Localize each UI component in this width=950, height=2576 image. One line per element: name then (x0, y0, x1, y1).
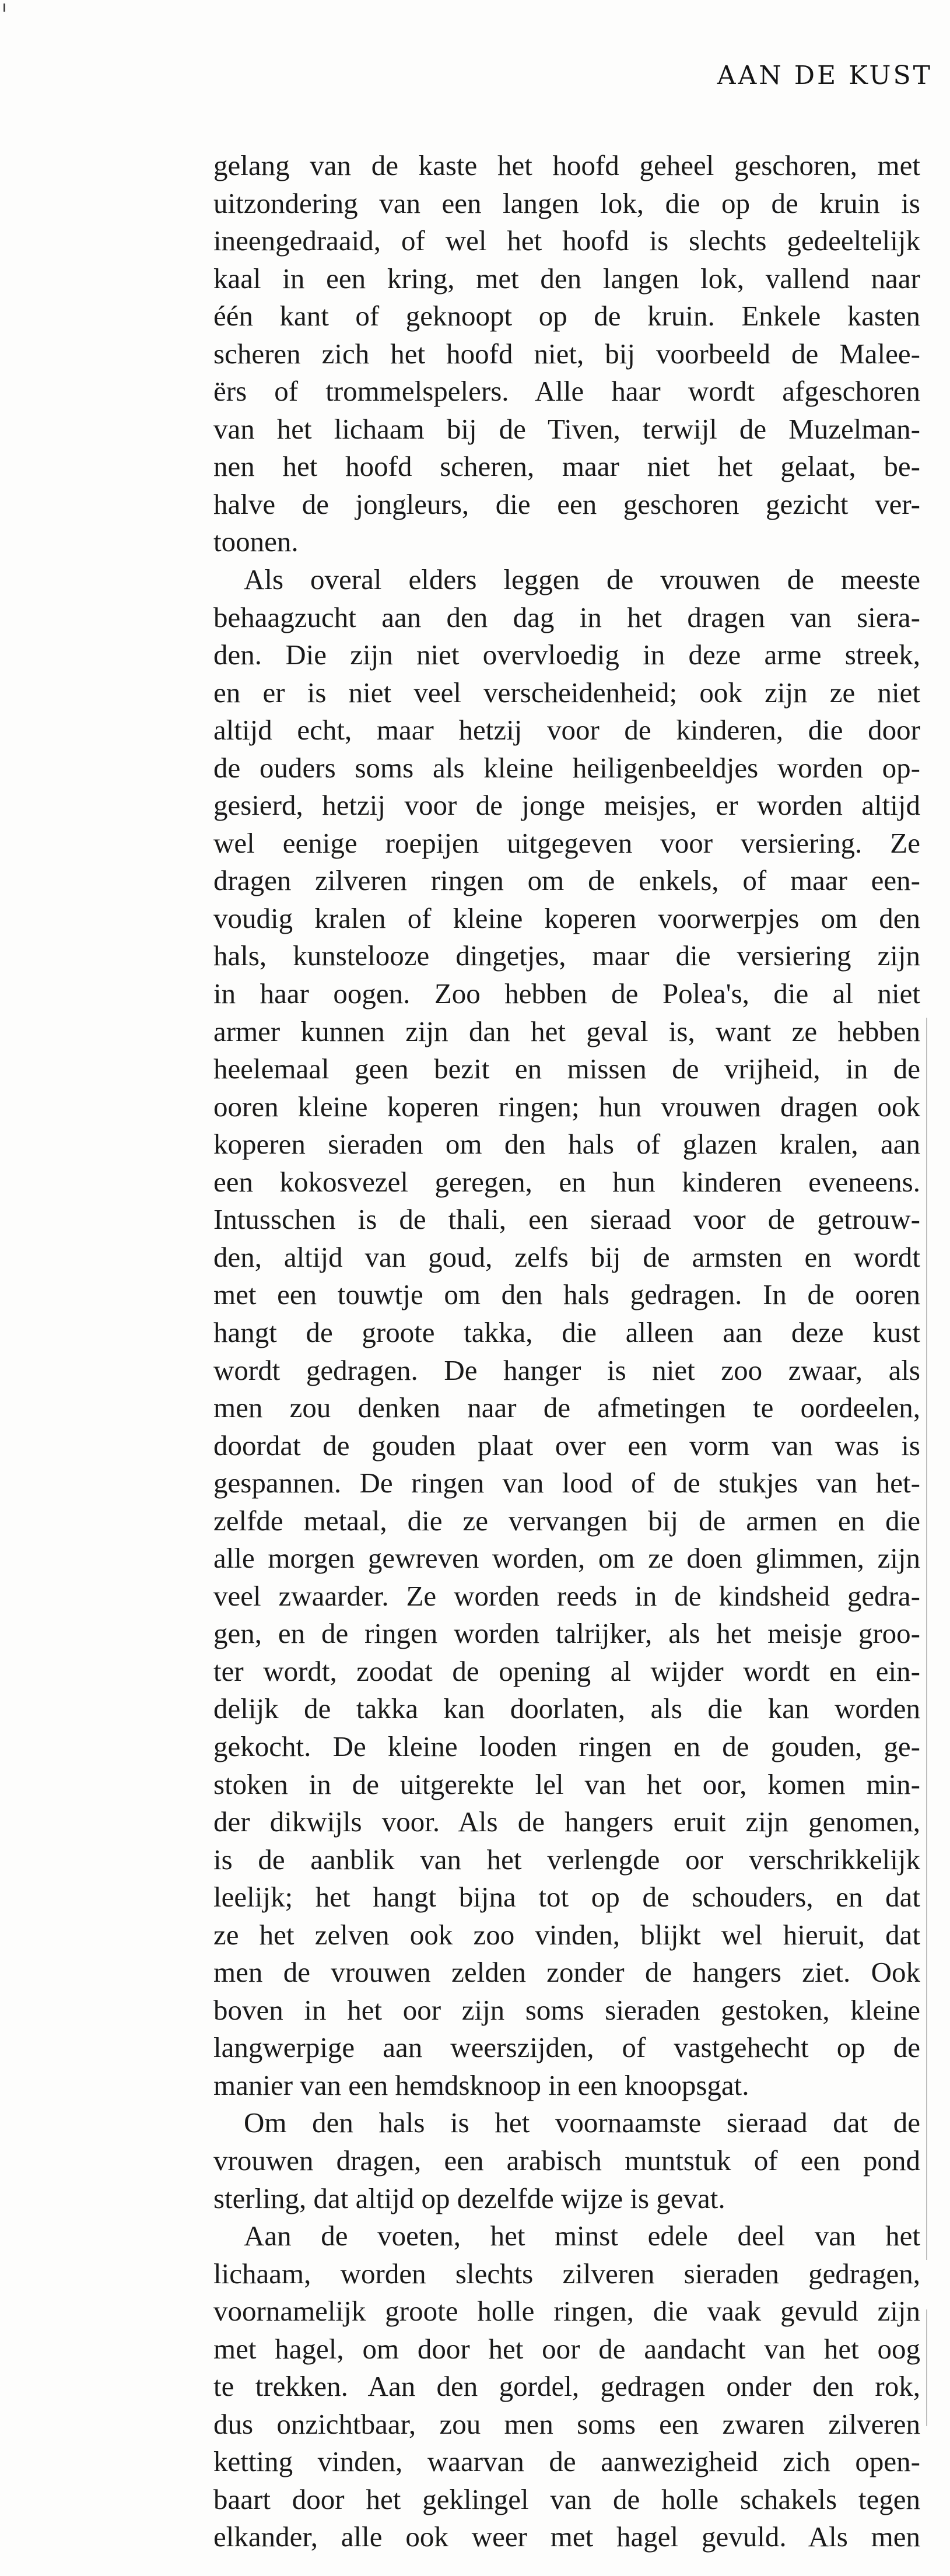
text-line: sterling, dat altijd op dezelfde wijze is gevat. (213, 2182, 725, 2214)
scan-margin-line (926, 2309, 927, 2426)
text-line: voudig kralen of kleine koperen voorwerpjes om den (213, 902, 920, 934)
text-line: één kant of geknoopt op de kruin. Enkele kasten (213, 300, 920, 332)
text-line: een kokosvezel geregen, en hun kinderen eveneens. (213, 1165, 920, 1198)
text-line: toonen. (213, 525, 299, 558)
text-line: delijk de takka kan doorlaten, als die kan worden (213, 1692, 920, 1725)
running-head: AAN DE KUST (717, 61, 933, 90)
text-line: zelfde metaal, die ze vervangen bij de armen en die (213, 1504, 920, 1537)
text-line: boven in het oor zijn soms sieraden gestoken, kleine (213, 1993, 920, 2026)
text-line: kaal in een kring, met den langen lok, vallend naar (213, 262, 920, 295)
text-line: koperen sieraden om den hals of glazen kralen, aan (213, 1128, 920, 1161)
text-line: gespannen. De ringen van lood of de stukjes van het- (213, 1467, 920, 1499)
text-line: met een touwtje om den hals gedragen. In de ooren (213, 1278, 920, 1311)
text-line: men zou denken naar de afmetingen te oordeelen, (213, 1392, 920, 1424)
text-line: met hagel, om door het oor de aandacht van het oog (213, 2332, 920, 2365)
text-line: doordat de gouden plaat over een vorm van was is (213, 1429, 920, 1462)
text-line: den. Die zijn niet overvloedig in deze arme streek, (213, 639, 920, 671)
text-line: altijd echt, maar hetzij voor de kinderen, die door (213, 714, 920, 746)
text-line: hals, kunstelooze dingetjes, maar die versiering zijn (213, 940, 920, 972)
scan-margin-line (926, 1018, 927, 2260)
text-line: behaagzucht aan den dag in het dragen van siera- (213, 601, 920, 633)
text-line: elkander, alle ook weer met hagel gevuld. Als men (213, 2521, 920, 2553)
text-line: nen het hoofd scheren, maar niet het gelaat, be- (213, 450, 920, 483)
text-line: is de aanblik van het verlengde oor verschrikkelijk (213, 1843, 920, 1876)
text-line: wel eenige roepijen uitgegeven voor versiering. Ze (213, 826, 920, 859)
text-line: in haar oogen. Zoo hebben de Polea's, die al niet (213, 977, 920, 1010)
text-line: en er is niet veel verscheidenheid; ook zijn ze niet (213, 676, 920, 709)
text-line: wordt gedragen. De hanger is niet zoo zwaar, als (213, 1354, 920, 1386)
text-line: men de vrouwen zelden zonder de hangers ziet. Ook (213, 1956, 920, 1989)
text-line: scheren zich het hoofd niet, bij voorbeeld de Malee- (213, 337, 920, 370)
text-line: halve de jongleurs, die een geschoren gezicht ver- (213, 488, 920, 520)
text-line: Intusschen is de thali, een sieraad voor de getrouw- (213, 1203, 920, 1236)
text-line: de ouders soms als kleine heiligenbeeldjes worden op- (213, 751, 920, 784)
text-line: dragen zilveren ringen om de enkels, of maar een- (213, 864, 920, 897)
text-line: armer kunnen zijn dan het geval is, want ze hebben (213, 1015, 920, 1047)
text-line: baart door het geklingel van de holle schakels tegen (213, 2483, 920, 2515)
scan-mark (3, 3, 5, 12)
text-line: dus onzichtbaar, zou men soms een zwaren zilveren (213, 2407, 920, 2440)
text-line: veel zwaarder. Ze worden reeds in de kindsheid gedra- (213, 1579, 920, 1612)
text-line: uitzondering van een langen lok, die op de kruin is (213, 187, 920, 219)
text-line: manier van een hemdsknoop in een knoopsgat. (213, 2069, 749, 2101)
text-line: ineengedraaid, of wel het hoofd is slechts gedeeltelijk (213, 225, 920, 257)
text-line: ter wordt, zoodat de opening al wijder wordt en ein- (213, 1655, 920, 1687)
text-line: gekocht. De kleine looden ringen en de gouden, ge- (213, 1730, 920, 1762)
text-line: stoken in de uitgerekte lel van het oor, komen min- (213, 1768, 920, 1800)
text-line: gelang van de kaste het hoofd geheel geschoren, met (213, 149, 920, 181)
text-line: ooren kleine koperen ringen; hun vrouwen dragen ook (213, 1090, 920, 1123)
text-line: ketting vinden, waarvan de aanwezigheid zich open- (213, 2445, 920, 2478)
text-line: alle morgen gewreven worden, om ze doen glimmen, zijn (213, 1542, 920, 1575)
text-line: ërs of trommelspelers. Alle haar wordt afgeschoren (213, 375, 920, 408)
text-line: te trekken. Aan den gordel, gedragen onder den rok, (213, 2370, 920, 2403)
text-line: ze het zelven ook zoo vinden, blijkt wel hieruit, dat (213, 1918, 920, 1951)
body-text (213, 147, 920, 2556)
text-line: voornamelijk groote holle ringen, die vaak gevuld zijn (213, 2295, 920, 2328)
text-line: gen, en de ringen worden talrijker, als het meisje groo- (213, 1617, 920, 1650)
text-line: den, altijd van goud, zelfs bij de armsten en wordt (213, 1240, 920, 1273)
text-line: Aan de voeten, het minst edele deel van het (244, 2220, 920, 2252)
text-line: hangt de groote takka, die alleen aan deze kust (213, 1316, 920, 1348)
text-line: leelijk; het hangt bijna tot op de schouders, en dat (213, 1881, 920, 1913)
text-line: Om den hals is het voornaamste sieraad dat de (244, 2107, 920, 2139)
text-line: gesierd, hetzij voor de jonge meisjes, er worden altijd (213, 789, 920, 822)
text-line: heelemaal geen bezit en missen de vrijheid, in de (213, 1053, 920, 1085)
text-line: vrouwen dragen, een arabisch muntstuk of een pond (213, 2144, 920, 2177)
text-line: Als overal elders leggen de vrouwen de meeste (244, 563, 920, 596)
text-line: langwerpige aan weerszijden, of vastgehecht op de (213, 2031, 920, 2064)
text-line: der dikwijls voor. Als de hangers eruit zijn genomen, (213, 1806, 920, 1838)
text-line: van het lichaam bij de Tiven, terwijl de Muzelman- (213, 412, 920, 445)
text-line: lichaam, worden slechts zilveren sieraden gedragen, (213, 2257, 920, 2290)
